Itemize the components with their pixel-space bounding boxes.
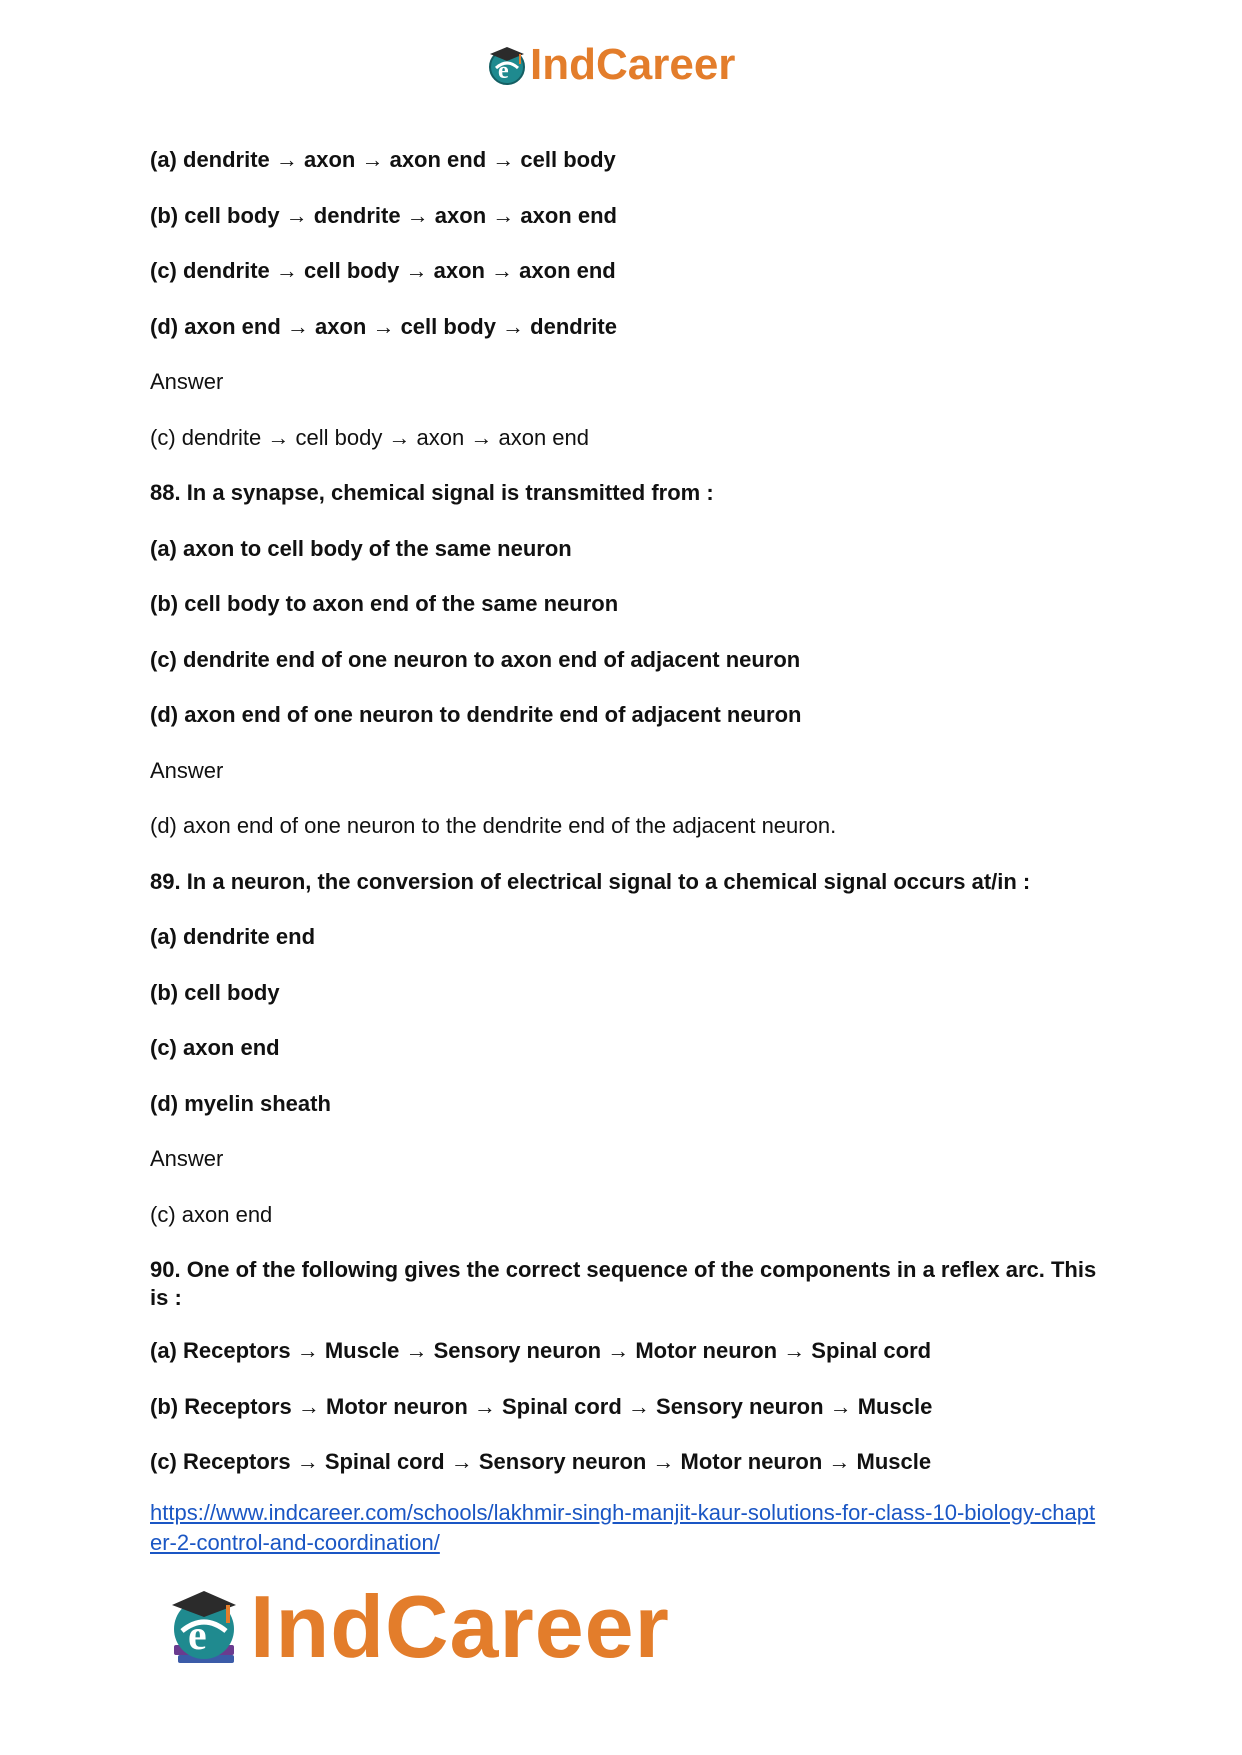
q88-option-d: (d) axon end of one neuron to dendrite end of adjacent neuron <box>150 702 802 727</box>
q87-answer-label: Answer <box>150 369 224 394</box>
header-logo <box>486 42 735 88</box>
q87-option-c: (c) dendrite → cell body → axon → axon end <box>150 258 616 283</box>
q90-option-c: (c) Receptors → Spinal cord → Sensory neuron → Motor neuron → Muscle <box>150 1449 932 1474</box>
document-body <box>150 146 1100 1558</box>
q90-option-b: (b) Receptors → Motor neuron → Spinal cord → Sensory neuron → Muscle <box>150 1393 933 1419</box>
q89-option-a: (a) dendrite end <box>150 924 316 949</box>
q88-question: 88. In a synapse, chemical signal is transmitted from : <box>150 480 714 505</box>
svg-text:e: e <box>498 58 509 84</box>
graduation-globe-icon <box>486 44 528 86</box>
q88-answer-label: Answer <box>150 757 224 783</box>
q89-answer-label: Answer <box>150 1146 224 1171</box>
q89-option-c: (c) axon end <box>150 1035 280 1060</box>
graduation-globe-icon <box>162 1585 246 1669</box>
footer-logo <box>162 1577 670 1676</box>
q89-answer: (c) axon end <box>150 1201 273 1227</box>
q88-option-a: (a) axon to cell body of the same neuron <box>150 535 572 561</box>
q90-option-a: (a) Receptors → Muscle → Sensory neuron → Motor neuron → Spinal cord <box>150 1338 932 1363</box>
svg-text:e: e <box>188 1613 207 1659</box>
source-link[interactable]: https://www.indcareer.com/schools/lakhmir-singh-manjit-kaur-solutions-for-class-10-biology-chapter-2-control-and-coordination/ <box>150 1500 1096 1555</box>
q88-option-c: (c) dendrite end of one neuron to axon end of adjacent neuron <box>150 646 801 672</box>
q87-answer: (c) dendrite → cell body → axon → axon end <box>150 424 590 450</box>
logo-wordmark: IndCareer <box>530 40 736 89</box>
q89-option-d: (d) myelin sheath <box>150 1090 331 1116</box>
q87-option-d: (d) axon end → axon → cell body → dendrite <box>150 313 617 339</box>
q87-option-a: (a) dendrite → axon → axon end → cell body <box>150 147 616 172</box>
q87-option-b: (b) cell body → dendrite → axon → axon end <box>150 202 617 228</box>
q90-question: 90. One of the following gives the correct sequence of the components in a reflex arc. This is : <box>150 1257 1097 1310</box>
q88-answer: (d) axon end of one neuron to the dendrite end of the adjacent neuron. <box>150 813 837 838</box>
q89-question: 89. In a neuron, the conversion of electrical signal to a chemical signal occurs at/in : <box>150 868 1031 894</box>
q89-option-b: (b) cell body <box>150 979 280 1005</box>
q88-option-b: (b) cell body to axon end of the same neuron <box>150 591 619 616</box>
logo-wordmark: IndCareer <box>250 1577 670 1676</box>
